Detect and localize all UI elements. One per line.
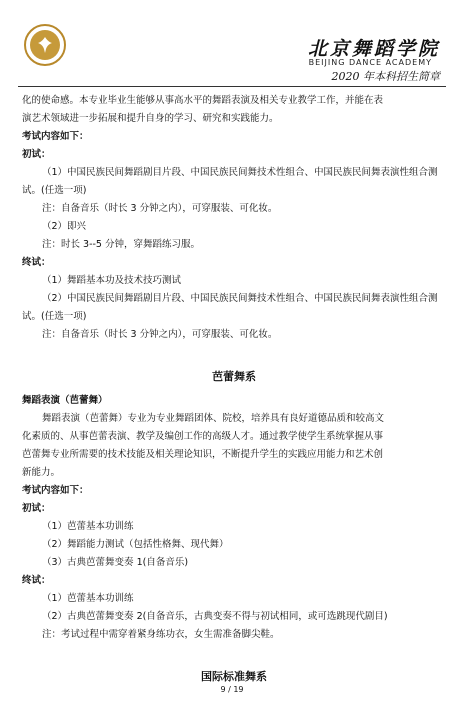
ballet-description: 新能力。 <box>22 467 61 478</box>
final-note: 注：自备音乐（时长 3 分钟之内），可穿服装、可化妆。 <box>42 329 278 340</box>
ballet-dept-title: 芭蕾舞系 <box>212 370 256 383</box>
final-label: 终试： <box>22 257 51 268</box>
dancer-emblem-icon <box>30 30 60 60</box>
prelim-note: 注：时长 3--5 分钟，穿舞蹈练习服。 <box>42 239 200 250</box>
final-item: （2）中国民族民间舞蹈剧目片段、中国民族民间舞技术性组合、中国民族民间舞表演性组合测 <box>42 293 438 304</box>
ballet-prelim-label: 初试： <box>22 503 51 514</box>
academy-logo <box>24 24 66 66</box>
ballet-final-item: （2）古典芭蕾舞变奏 2(自备音乐，古典变奏不得与初试相同，或可选跳现代剧目) <box>42 611 388 622</box>
school-english-name: BEIJING DANCE ACADEMY <box>308 58 432 67</box>
guide-title: 2020 年本科招生简章 <box>331 70 440 83</box>
ballet-prelim-item: （2）舞蹈能力测试（包括性格舞、现代舞） <box>42 539 229 550</box>
intro-line: 化的使命感。本专业毕业生能够从事高水平的舞蹈表演及相关专业教学工作，并能在表 <box>22 95 384 106</box>
prelim-note: 注：自备音乐（时长 3 分钟之内），可穿服装、可化妆。 <box>42 203 278 214</box>
final-item-cont: 试。(任选一项) <box>22 311 87 322</box>
page-number: 9 / 19 <box>220 685 244 694</box>
ballet-description: 化素质的、从事芭蕾表演、教学及编创工作的高级人才。通过教学使学生系统掌握从事 <box>22 431 384 442</box>
ballet-description: 舞蹈表演（芭蕾舞）专业为专业舞蹈团体、院校，培养具有良好道德品质和较高文 <box>42 413 385 424</box>
prelim-item: （1）中国民族民间舞蹈剧目片段、中国民族民间舞技术性组合、中国民族民间舞表演性组合测 <box>42 167 438 178</box>
ballet-final-item: （1）芭蕾基本功训练 <box>42 593 134 604</box>
ballet-prelim-item: （3）古典芭蕾舞变奏 1(自备音乐) <box>42 557 189 568</box>
prelim-item: （2）即兴 <box>42 221 87 232</box>
intl-dept-title: 国际标准舞系 <box>201 670 267 683</box>
school-name: 北京舞蹈学院 <box>307 38 440 60</box>
prelim-item-cont: 试。(任选一项) <box>22 185 87 196</box>
prelim-label: 初试： <box>22 149 51 160</box>
page-content <box>22 92 446 692</box>
ballet-exam-label: 考试内容如下： <box>22 485 89 496</box>
page-header <box>0 0 464 90</box>
final-item: （1）舞蹈基本功及技术技巧测试 <box>42 275 182 286</box>
ballet-final-label: 终试： <box>22 575 51 586</box>
ballet-prelim-item: （1）芭蕾基本功训练 <box>42 521 134 532</box>
ballet-description: 芭蕾舞专业所需要的技术技能及相关理论知识，不断提升学生的实践应用能力和艺术创 <box>22 449 384 460</box>
intro-line: 演艺术领域进一步拓展和提升自身的学习、研究和实践能力。 <box>22 113 279 124</box>
ballet-major-title: 舞蹈表演（芭蕾舞） <box>22 395 108 406</box>
exam-content-label: 考试内容如下： <box>22 131 89 142</box>
ballet-final-note: 注：考试过程中需穿着紧身练功衣，女生需准备脚尖鞋。 <box>42 629 280 640</box>
header-divider <box>18 86 446 87</box>
